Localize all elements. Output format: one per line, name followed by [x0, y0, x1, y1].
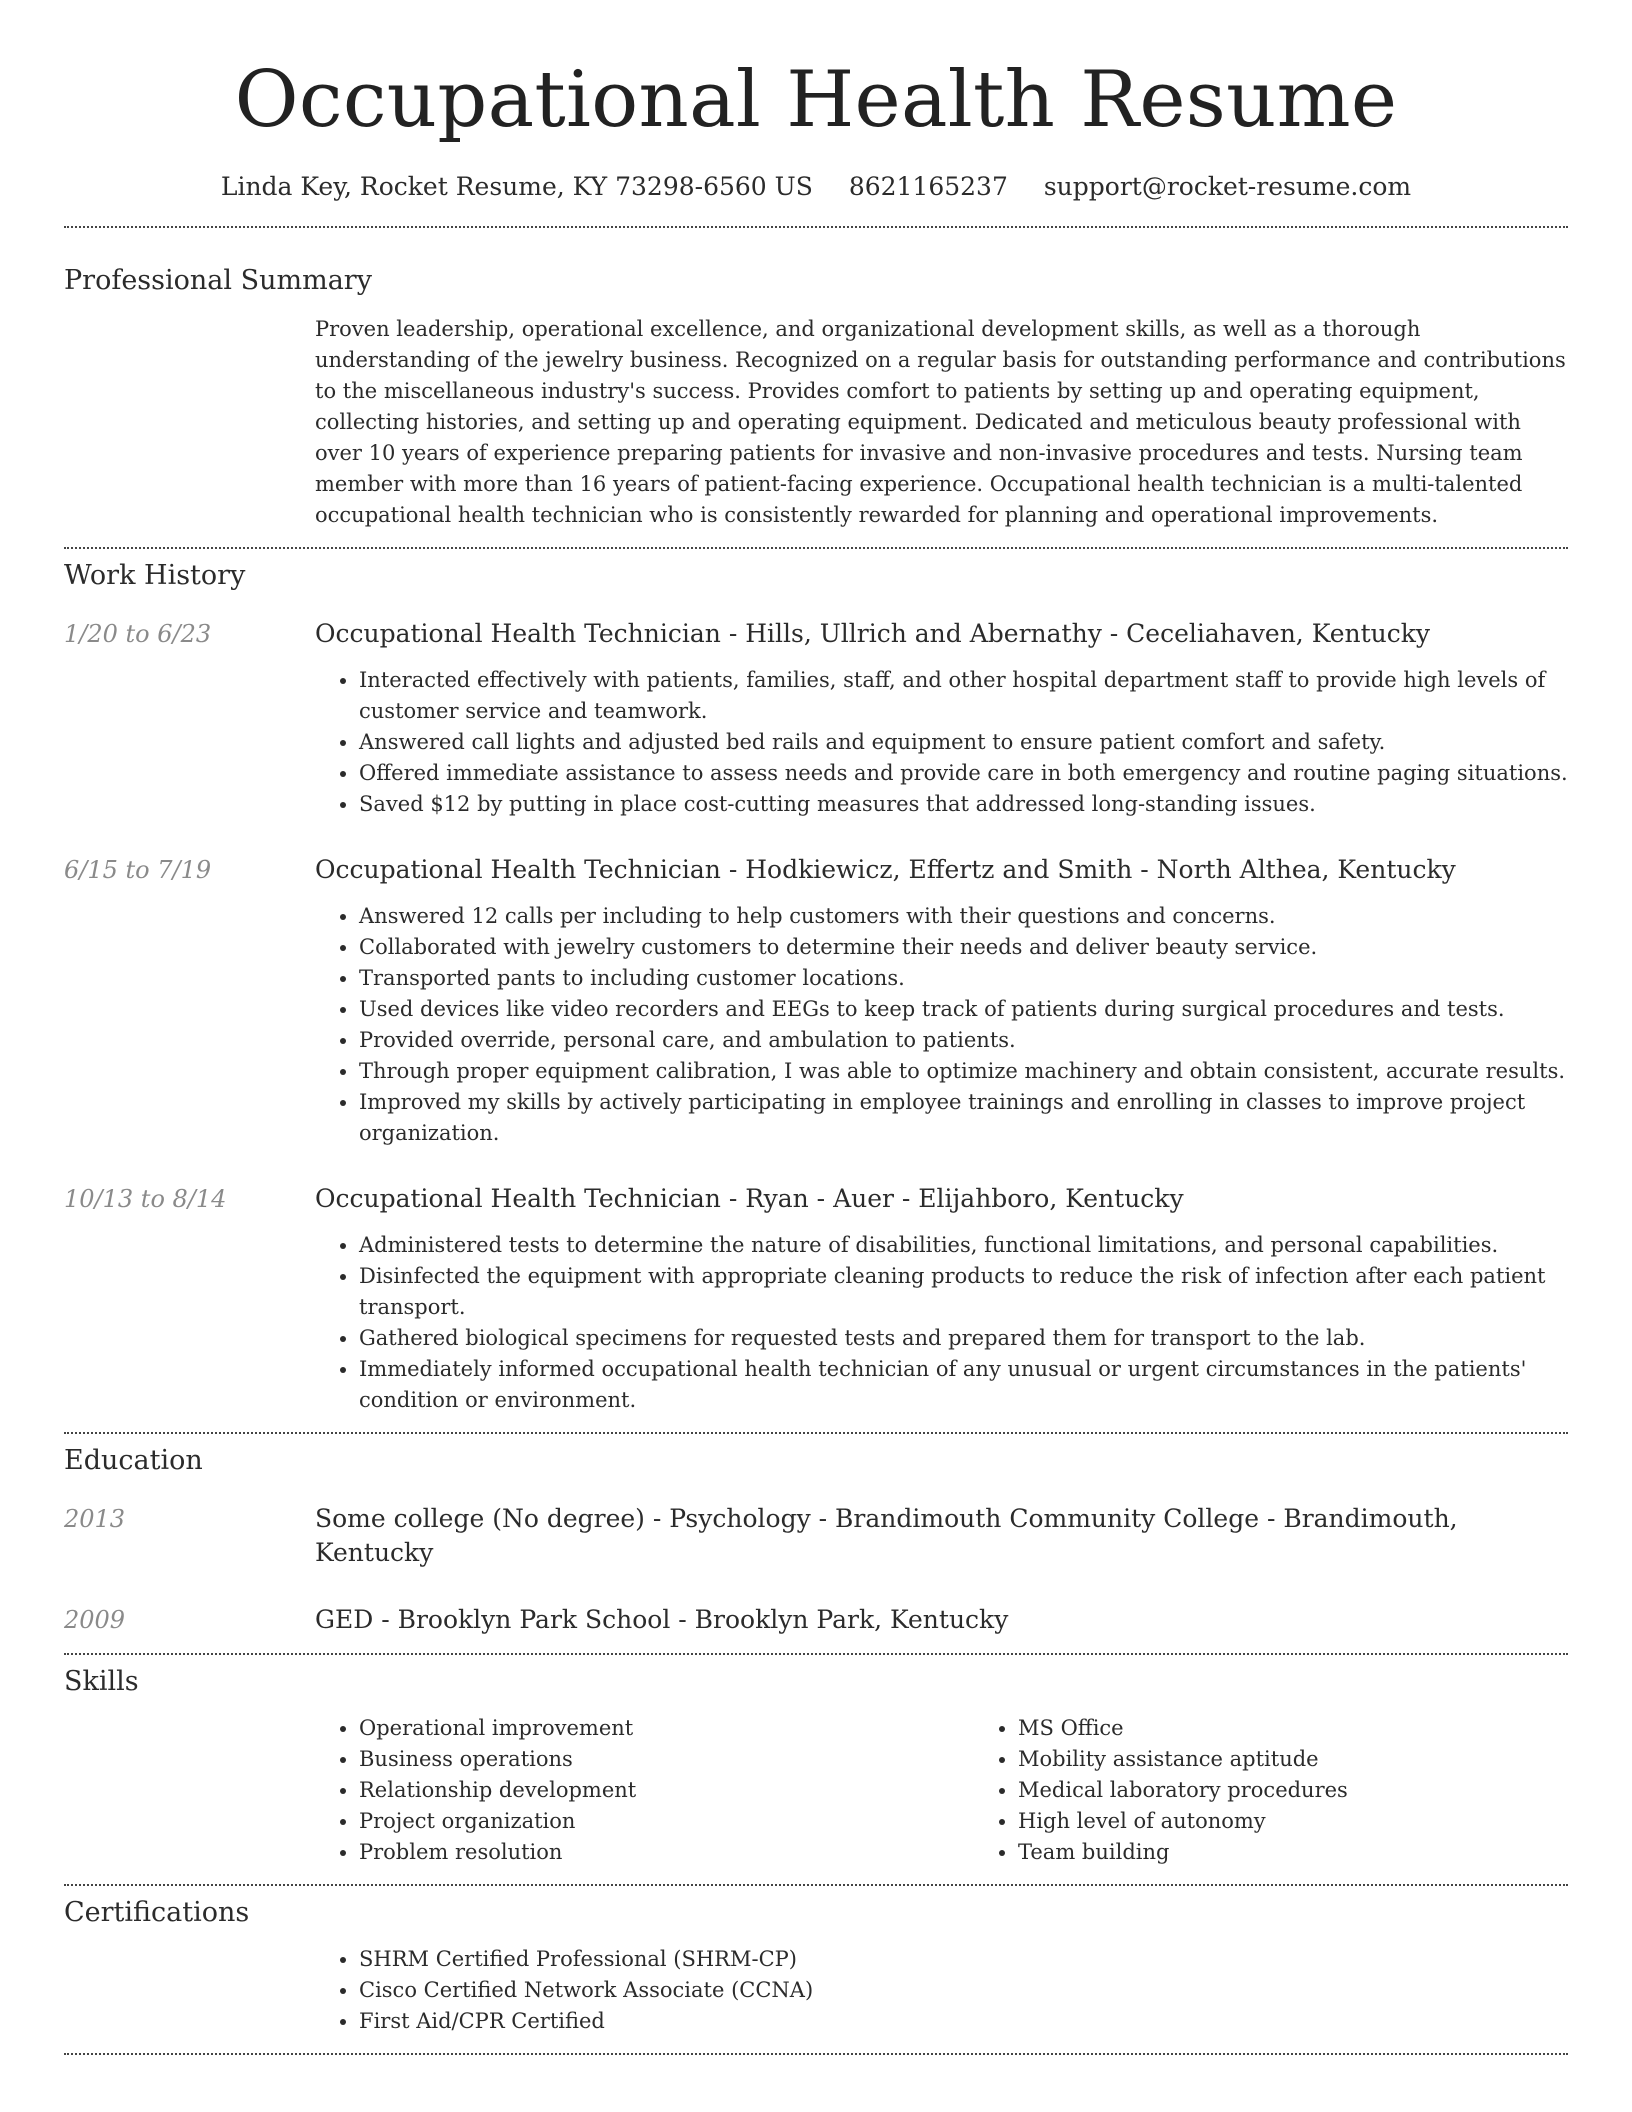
section-title-education: Education: [64, 1445, 203, 1476]
summary-text: Proven leadership, operational excellence, and organizational development skills, as well as a thorough understanding of the jewelry business. Recognized on a regular basis for outstanding performance and contributions to the miscellaneous industry's success. Provides comfort to patients by setting up and operating equipment, collecting histories, and setting up and operating equipment. Dedicated and meticulous beauty professional with over 10 years of experience preparing patients for invasive and non-invasive procedures and tests. Nursing team member with more than 16 years of patient-facing experience. Occupational health technician is a multi-talented occupational health technician who is consistently rewarded for planning and operational improvements.: [315, 317, 1566, 527]
education-text: GED - Brooklyn Park School - Brooklyn Park, Kentucky: [315, 1605, 1009, 1634]
list-item: • Provided override, personal care, and ambulation to patients.: [359, 1025, 1568, 1056]
divider: [64, 1432, 1568, 1434]
list-item: • Business operations: [359, 1744, 974, 1775]
job-entry: [64, 853, 1568, 1149]
section-title-work: Work History: [64, 560, 246, 591]
list-item: • Offered immediate assistance to assess needs and provide care in both emergency and routine paging situations.: [359, 758, 1568, 789]
job-title: Occupational Health Technician - Ryan - Auer - Elijahboro, Kentucky: [315, 1184, 1184, 1213]
skills-list-right: [974, 1713, 1632, 1868]
list-item: • Interacted effectively with patients, families, staff, and other hospital department staff to provide high levels of customer service and teamwork.: [359, 665, 1568, 727]
list-item: • Answered call lights and adjusted bed rails and equipment to ensure patient comfort and safety.: [359, 727, 1568, 758]
list-item: • High level of autonomy: [1018, 1806, 1632, 1837]
job-title: Occupational Health Technician - Hills, Ullrich and Abernathy - Ceceliahaven, Kentucky: [315, 619, 1431, 648]
job-bullets: [315, 665, 1568, 820]
list-item: • Disinfected the equipment with appropriate cleaning products to reduce the risk of infection after each patient transport.: [359, 1261, 1568, 1323]
list-item: • Saved $12 by putting in place cost-cutting measures that addressed long-standing issues.: [359, 789, 1568, 820]
contact-phone: 8621165237: [848, 172, 1008, 201]
list-item: • Operational improvement: [359, 1713, 974, 1744]
list-item: • Used devices like video recorders and EEGs to keep track of patients during surgical procedures and tests.: [359, 994, 1568, 1025]
list-item: • Collaborated with jewelry customers to determine their needs and deliver beauty service.: [359, 932, 1568, 963]
list-item: • Team building: [1018, 1837, 1632, 1868]
contact-address: Linda Key, Rocket Resume, KY 73298-6560 US: [220, 172, 813, 201]
resume-title: Occupational Health Resume: [234, 55, 1398, 145]
list-item: • Gathered biological specimens for requested tests and prepared them for transport to the lab.: [359, 1323, 1568, 1354]
job-entry: [64, 617, 1568, 820]
education-text: Some college (No degree) - Psychology - Brandimouth Community College - Brandimouth, Kentucky: [315, 1504, 1458, 1567]
list-item: • MS Office: [1018, 1713, 1632, 1744]
job-dates: 6/15 to 7/19: [64, 856, 212, 884]
list-item: • Transported pants to including customer locations.: [359, 963, 1568, 994]
divider: [64, 2053, 1568, 2055]
education-year: 2013: [64, 1505, 126, 1533]
summary-row: [64, 314, 1568, 531]
resume-page: [64, 0, 1568, 2055]
section-title-skills: Skills: [64, 1666, 139, 1697]
skills-row: [64, 1713, 1568, 1868]
job-bullets: [315, 901, 1568, 1149]
contact-email: support@rocket-resume.com: [1043, 172, 1412, 201]
list-item: • Immediately informed occupational health technician of any unusual or urgent circumstances in the patients' condition or environment.: [359, 1354, 1568, 1416]
education-entry: [64, 1603, 1568, 1637]
divider: [64, 1884, 1568, 1886]
contact-line: [64, 170, 1568, 204]
list-item: • Project organization: [359, 1806, 974, 1837]
divider: [64, 547, 1568, 549]
list-item: • Relationship development: [359, 1775, 974, 1806]
job-entry: [64, 1182, 1568, 1416]
divider: [64, 226, 1568, 228]
education-year: 2009: [64, 1606, 126, 1634]
job-dates: 1/20 to 6/23: [64, 620, 212, 648]
list-item: • Problem resolution: [359, 1837, 974, 1868]
education-entry: [64, 1502, 1568, 1570]
list-item: • Improved my skills by actively participating in employee trainings and enrolling in classes to improve project organization.: [359, 1087, 1568, 1149]
list-item: • Medical laboratory procedures: [1018, 1775, 1632, 1806]
job-bullets: [315, 1230, 1568, 1416]
list-item: • First Aid/CPR Certified: [359, 2006, 1568, 2037]
list-item: • SHRM Certified Professional (SHRM-CP): [359, 1944, 1568, 1975]
certifications-list: [315, 1944, 1568, 2037]
job-dates: 10/13 to 8/14: [64, 1185, 227, 1213]
list-item: • Answered 12 calls per including to help customers with their questions and concerns.: [359, 901, 1568, 932]
section-title-certifications: Certifications: [64, 1897, 250, 1928]
list-item: • Through proper equipment calibration, I was able to optimize machinery and obtain consistent, accurate results.: [359, 1056, 1568, 1087]
certifications-row: [64, 1944, 1568, 2037]
skills-list-left: [315, 1713, 974, 1868]
list-item: • Administered tests to determine the nature of disabilities, functional limitations, and personal capabilities.: [359, 1230, 1568, 1261]
job-title: Occupational Health Technician - Hodkiewicz, Effertz and Smith - North Althea, Kentucky: [315, 855, 1456, 884]
section-title-summary: Professional Summary: [64, 265, 372, 296]
list-item: • Cisco Certified Network Associate (CCNA): [359, 1975, 1568, 2006]
list-item: • Mobility assistance aptitude: [1018, 1744, 1632, 1775]
divider: [64, 1653, 1568, 1655]
